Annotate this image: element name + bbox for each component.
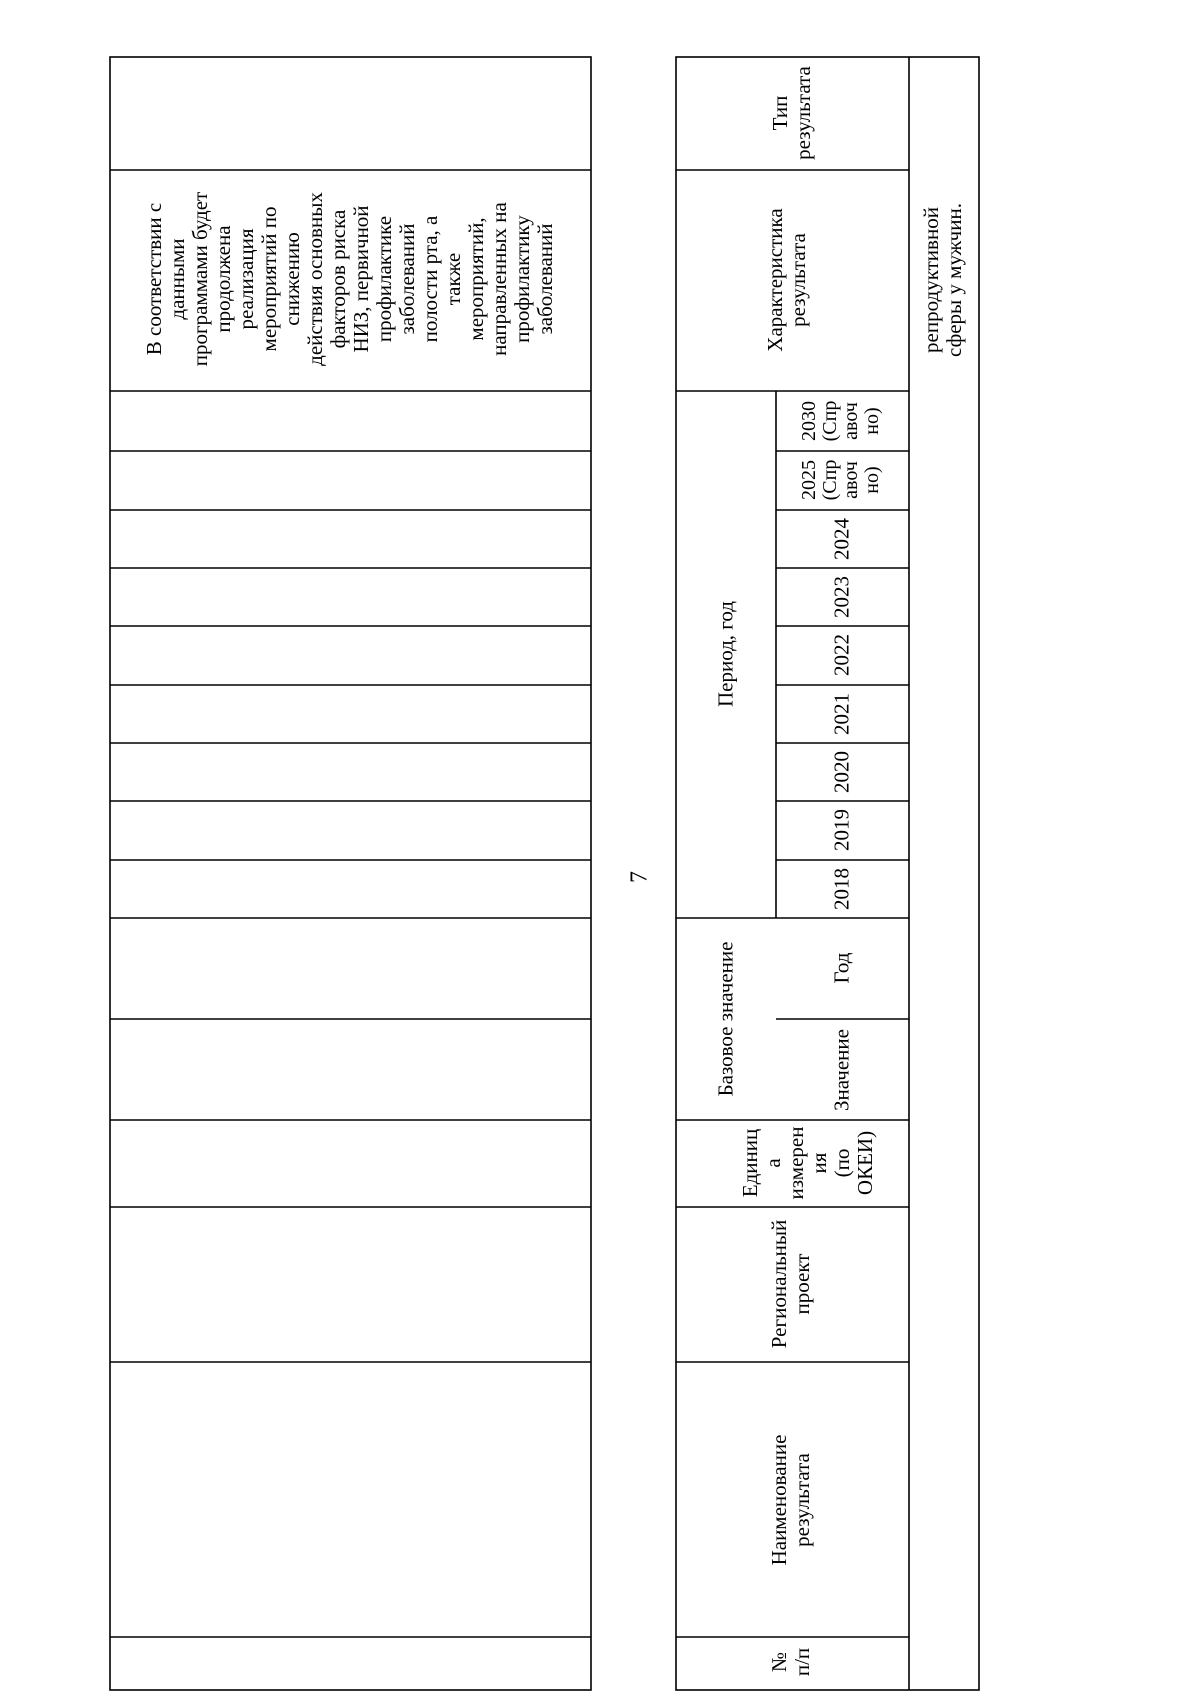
header-base-value: Значение bbox=[829, 1029, 854, 1111]
header-year-2021: 2021 bbox=[829, 693, 854, 735]
header-type: Тип результата bbox=[768, 66, 815, 160]
header-project: Региональный проект bbox=[767, 1219, 814, 1349]
upper-table-text: В соответствии с данными программами будет продолжена реализация мероприятий по снижению действия основных факторов риска НИЗ, первичной профилактике заболеваний полости рта, а также мероприятий, направленных на профилактику заболеваний bbox=[142, 191, 557, 367]
header-unit: Единиц а измерен ия (по ОКЕИ) bbox=[738, 1126, 877, 1200]
page-number: 7 bbox=[626, 871, 653, 883]
header-year-2030: 2030 (Спр авоч но) bbox=[798, 400, 883, 442]
header-name: Наименование результата bbox=[767, 1434, 814, 1566]
header-characteristic: Характеристика результата bbox=[763, 208, 810, 352]
header-year-2022: 2022 bbox=[829, 634, 854, 676]
row-characteristic-cell: репродуктивной сферы у мужчин. bbox=[919, 203, 966, 357]
header-year-2018: 2018 bbox=[829, 868, 854, 910]
header-num: № п/п bbox=[767, 1647, 814, 1677]
header-year-2025: 2025 (Спр авоч но) bbox=[798, 459, 883, 501]
header-year-2020: 2020 bbox=[829, 751, 854, 793]
header-year-2024: 2024 bbox=[829, 518, 854, 560]
header-base-year: Год bbox=[829, 952, 854, 984]
header-year-2019: 2019 bbox=[829, 809, 854, 851]
header-period-group: Период, год bbox=[713, 601, 738, 707]
header-base-value-group: Базовое значение bbox=[713, 941, 738, 1097]
header-year-2023: 2023 bbox=[829, 576, 854, 618]
